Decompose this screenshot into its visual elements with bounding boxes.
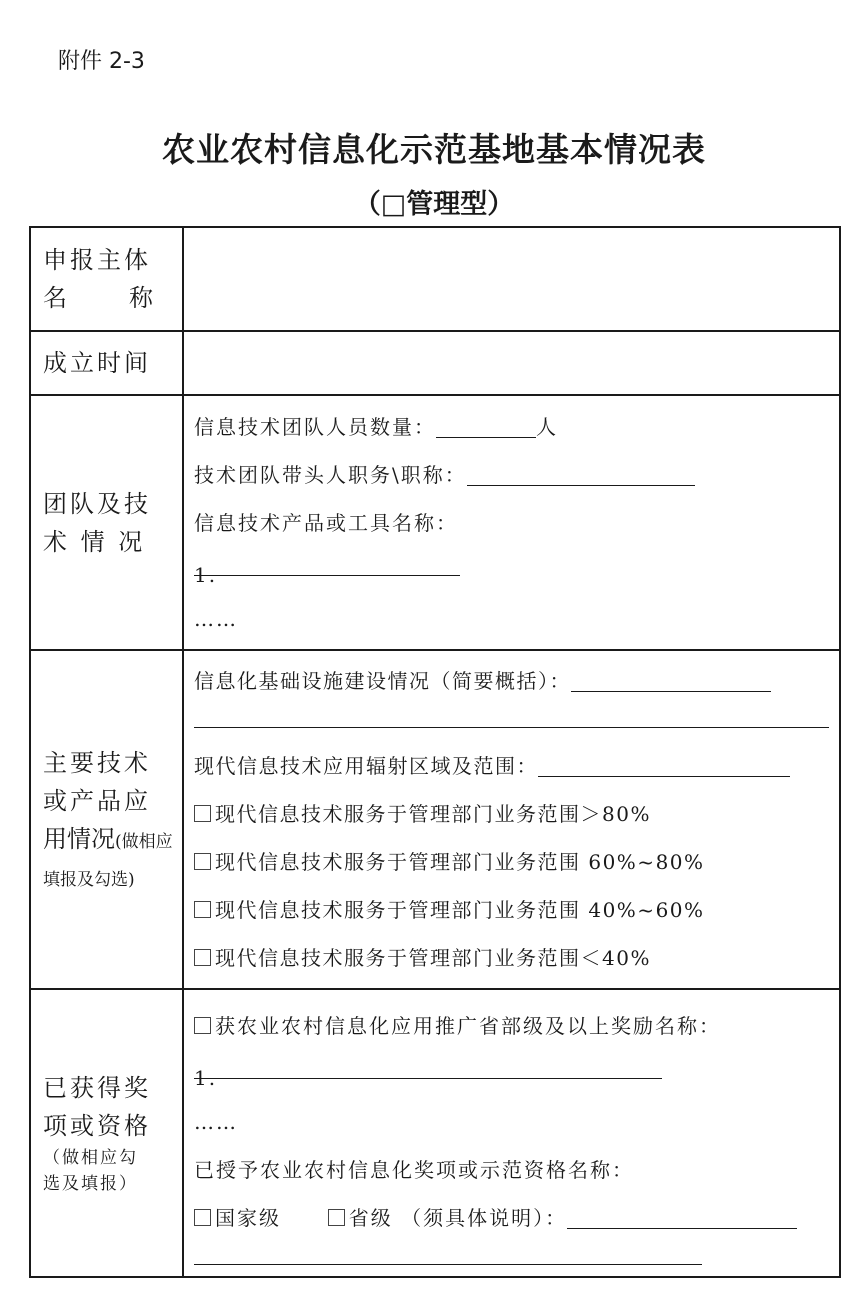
label-awards bbox=[30, 989, 183, 1277]
option-2-checkbox[interactable] bbox=[194, 853, 211, 870]
option-row-3 bbox=[184, 886, 839, 934]
option-row-1 bbox=[184, 790, 839, 838]
label-applicant-char2: 称 bbox=[129, 284, 153, 312]
provincial-checkbox[interactable] bbox=[328, 1209, 345, 1226]
attachment-number: 附件 2-3 bbox=[58, 49, 145, 74]
label-applicant bbox=[30, 227, 183, 331]
row-applicant bbox=[30, 227, 840, 331]
awards-content bbox=[183, 989, 840, 1277]
explain-label: （须具体说明）： bbox=[401, 1205, 568, 1230]
label-application-note: (做相应填报及勾选) bbox=[43, 831, 173, 890]
option-row-2 bbox=[184, 838, 839, 886]
award-item-1-blank[interactable] bbox=[194, 1054, 662, 1090]
label-application-line3-text: 用情况 bbox=[43, 824, 115, 853]
label-applicant-line2 bbox=[43, 279, 153, 317]
product-item-1-blank[interactable] bbox=[194, 551, 460, 587]
label-established-text: 成立时间 bbox=[43, 349, 151, 377]
label-application-line3 bbox=[43, 820, 182, 896]
label-team-line1: 团队及技 bbox=[43, 489, 151, 518]
option-row-4 bbox=[184, 934, 839, 982]
award-ellipsis-text: …… bbox=[194, 1109, 238, 1134]
national-checkbox[interactable] bbox=[194, 1209, 211, 1226]
leader-blank[interactable] bbox=[467, 461, 695, 486]
label-team bbox=[30, 395, 183, 650]
infrastructure-label: 信息化基础设施建设情况（简要概括）： bbox=[194, 669, 571, 693]
row-awards bbox=[30, 989, 840, 1277]
award-ellipsis bbox=[184, 1098, 839, 1146]
application-content bbox=[183, 650, 840, 989]
radiation-blank[interactable] bbox=[538, 752, 790, 777]
row-team bbox=[30, 395, 840, 650]
label-established bbox=[30, 331, 183, 395]
award-label: 获农业农村信息化应用推广省部级及以上奖励名称： bbox=[215, 1013, 721, 1038]
staff-count-blank[interactable] bbox=[436, 413, 536, 438]
leader-label: 技术团队带头人职务\职称： bbox=[194, 462, 467, 487]
national-label: 国家级 bbox=[215, 1205, 281, 1230]
infrastructure-blank-2[interactable] bbox=[194, 705, 829, 728]
products-line bbox=[184, 499, 839, 547]
option-2-label: 现代信息技术服务于管理部门业务范围 60%~80% bbox=[215, 850, 705, 874]
page-subtitle: （□管理型） bbox=[353, 189, 515, 220]
label-awards-note: （做相应勾选及填报） bbox=[43, 1148, 138, 1194]
label-application-line2: 或产品应 bbox=[43, 786, 151, 815]
page-title: 农业农村信息化示范基地基本情况表 bbox=[162, 130, 706, 169]
label-awards-line2: 项或资格 bbox=[43, 1112, 151, 1140]
row-established bbox=[30, 331, 840, 395]
explain-blank[interactable] bbox=[567, 1204, 797, 1229]
established-date-field[interactable] bbox=[183, 331, 840, 395]
info-form-table bbox=[29, 226, 841, 1278]
product-item-1 bbox=[184, 547, 839, 595]
infrastructure-line bbox=[184, 657, 839, 705]
product-ellipsis-text: …… bbox=[194, 606, 238, 631]
award-item-1 bbox=[184, 1050, 839, 1098]
granted-line bbox=[184, 1146, 839, 1194]
team-content bbox=[183, 395, 840, 650]
award-checkbox[interactable] bbox=[194, 1017, 211, 1034]
option-4-label: 现代信息技术服务于管理部门业务范围＜40% bbox=[215, 946, 651, 970]
option-1-checkbox[interactable] bbox=[194, 805, 211, 822]
granted-label: 已授予农业农村信息化奖项或示范资格名称： bbox=[194, 1157, 634, 1182]
level-line bbox=[184, 1194, 839, 1242]
label-applicant-line1: 申报主体 bbox=[43, 246, 151, 274]
award-item-1-number: 1. bbox=[194, 1065, 218, 1090]
product-ellipsis bbox=[184, 595, 839, 643]
leader-line bbox=[184, 451, 839, 499]
label-application bbox=[30, 650, 183, 989]
staff-count-unit: 人 bbox=[536, 414, 558, 439]
label-applicant-char1: 名 bbox=[43, 284, 67, 312]
option-3-label: 现代信息技术服务于管理部门业务范围 40%~60% bbox=[215, 898, 705, 922]
products-label: 信息技术产品或工具名称： bbox=[194, 510, 458, 535]
infrastructure-blank[interactable] bbox=[571, 667, 771, 692]
staff-count-label: 信息技术团队人员数量： bbox=[194, 414, 436, 439]
option-4-checkbox[interactable] bbox=[194, 949, 211, 966]
label-team-line2: 术 情 况 bbox=[43, 527, 146, 556]
explain-blank-2[interactable] bbox=[194, 1242, 702, 1265]
award-line bbox=[184, 1002, 839, 1050]
option-3-checkbox[interactable] bbox=[194, 901, 211, 918]
radiation-label: 现代信息技术应用辐射区域及范围： bbox=[194, 754, 538, 778]
radiation-line bbox=[184, 742, 839, 790]
row-application bbox=[30, 650, 840, 989]
applicant-name-field[interactable] bbox=[183, 227, 840, 331]
provincial-label: 省级 bbox=[348, 1205, 393, 1230]
staff-count-line bbox=[184, 403, 839, 451]
label-awards-line1: 已获得奖 bbox=[43, 1074, 151, 1102]
option-1-label: 现代信息技术服务于管理部门业务范围＞80% bbox=[215, 802, 651, 826]
product-item-1-number: 1. bbox=[194, 562, 218, 587]
label-application-line1: 主要技术 bbox=[43, 748, 151, 777]
